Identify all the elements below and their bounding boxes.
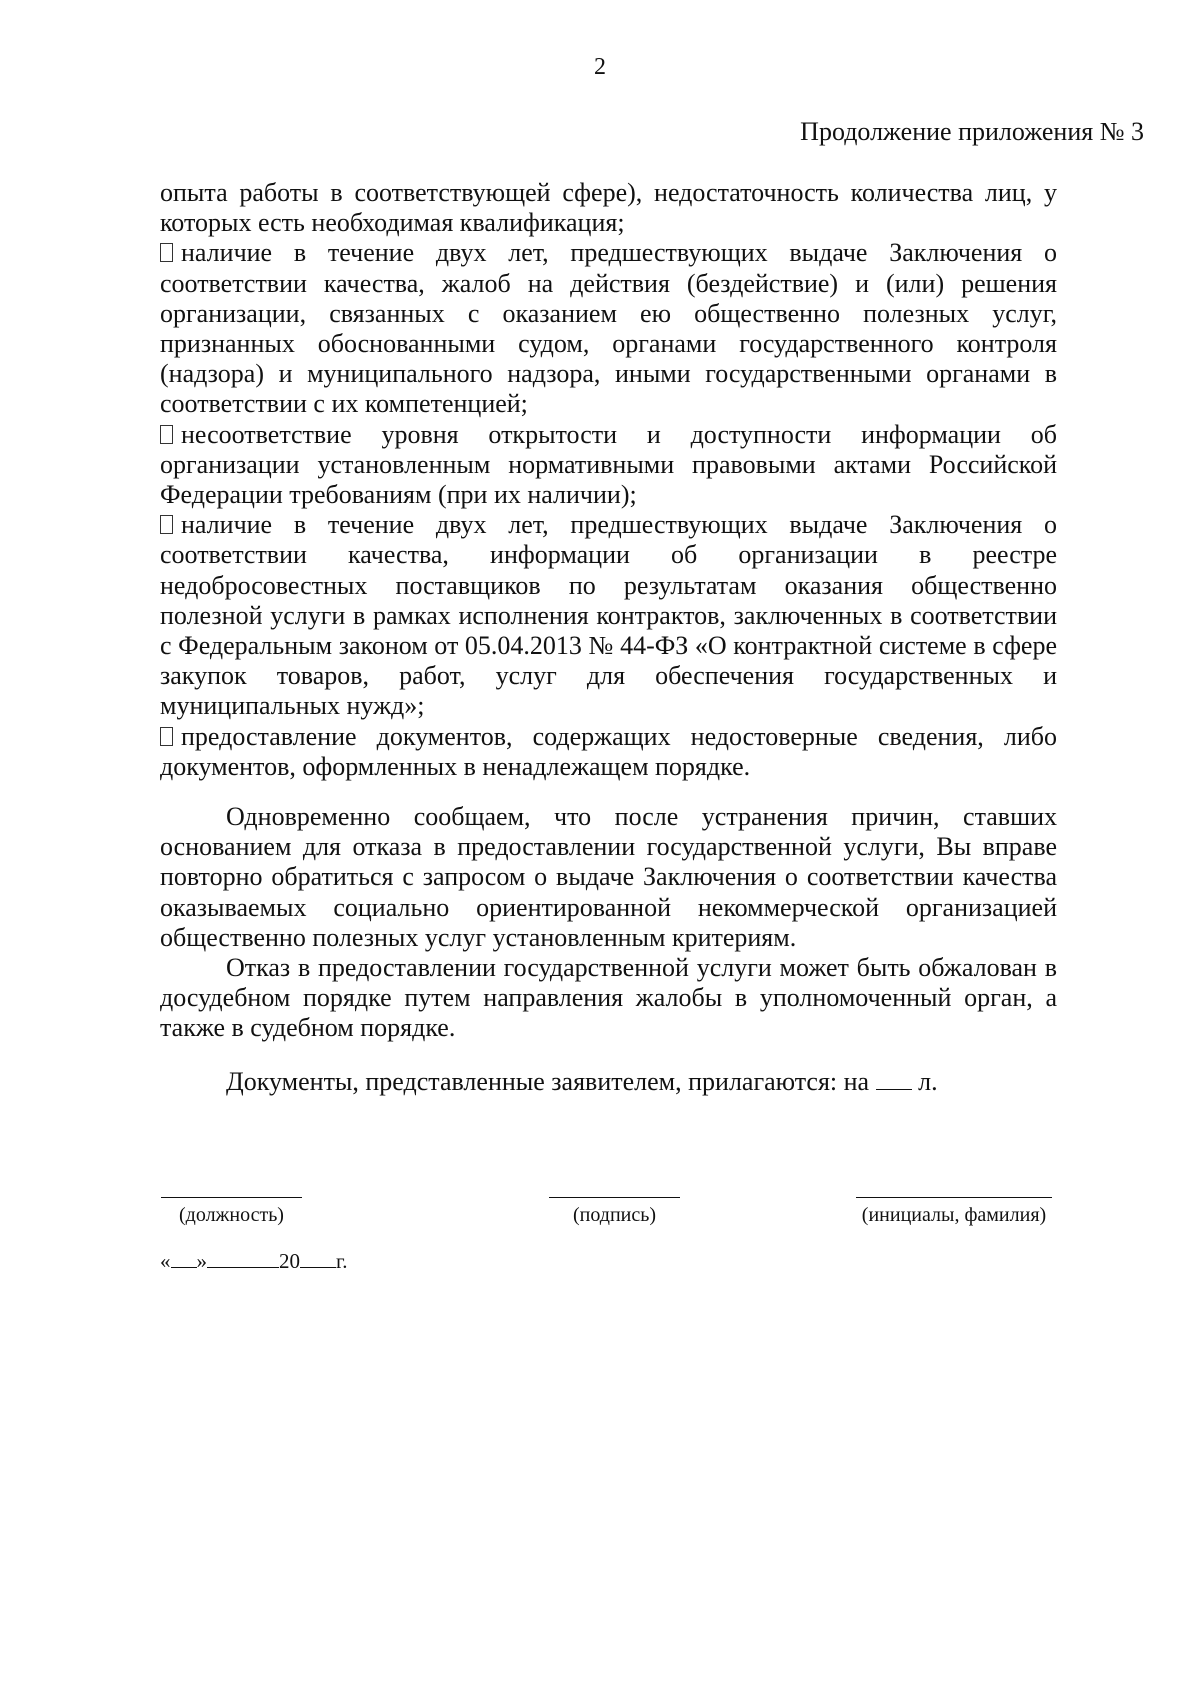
position-signature-line — [161, 1197, 302, 1198]
signature-line — [549, 1197, 680, 1198]
checkbox-bullet-icon — [160, 727, 173, 746]
bullet-text: предоставление документов, содержащих недостоверные сведения, либо документов, оформленных в ненадлежащем порядке. — [160, 721, 1057, 781]
sheet-count-blank — [876, 1069, 912, 1090]
document-body — [160, 178, 1057, 1097]
attachments-unit: л. — [918, 1066, 938, 1096]
checkbox-bullet-icon — [160, 425, 173, 444]
bullet-item-unfair-suppliers-registry — [160, 510, 1057, 721]
name-label: (инициалы, фамилия) — [861, 1204, 1047, 1226]
signature-label: (подпись) — [572, 1204, 657, 1226]
checkbox-bullet-icon — [160, 243, 173, 262]
name-signature-line — [856, 1197, 1052, 1198]
paragraph-reapply-notice: Одновременно сообщаем, что после устранения причин, ставших основанием для отказа в предоставлении государственной услуги, Вы вправе повторно обратиться с запросом о выдаче Заключения о соответствии качества оказываемых социально ориентированной некоммерческой организацией общественно полезных услуг установленным критериям. — [160, 802, 1057, 952]
bullet-item-complaints — [160, 238, 1057, 419]
date-line — [160, 1248, 348, 1274]
bullet-text: несоответствие уровня открытости и доступности информации об организации установленным нормативными правовыми актами Российской Федерации требованиям (при их наличии); — [160, 419, 1057, 510]
date-century: 20 — [279, 1249, 300, 1273]
paragraph-appeal-notice: Отказ в предоставлении государственной услуги может быть обжалован в досудебном порядке путем направления жалобы в уполномоченный орган, а также в судебном порядке. — [160, 953, 1057, 1043]
appendix-header: Продолжение приложения № 3 — [800, 117, 1144, 146]
year-blank — [300, 1250, 336, 1268]
checkbox-bullet-icon — [160, 515, 173, 534]
date-open-quote: « — [160, 1249, 171, 1273]
date-year-suffix: г. — [336, 1249, 348, 1273]
attachments-line — [160, 1067, 1057, 1097]
position-label: (должность) — [179, 1204, 284, 1226]
paragraph-continuation: опыта работы в соответствующей сфере), недостаточность количества лиц, у которых есть необходимая квалификация; — [160, 178, 1057, 238]
bullet-text: наличие в течение двух лет, предшествующих выдаче Заключения о соответствии качества, жалоб на действия (бездействие) и (или) решения организации, связанных с оказанием ею общественно полезных услуг, признанных обоснованными судом, органами государственного контроля (надзора) и муниципального надзора, иными государственными органами в соответствии с их компетенцией; — [160, 238, 1057, 419]
attachments-text: Документы, представленные заявителем, прилагаются: на — [226, 1066, 870, 1096]
bullet-item-false-documents — [160, 722, 1057, 782]
month-blank — [207, 1250, 279, 1268]
bullet-item-information-openness — [160, 420, 1057, 511]
bullet-text: наличие в течение двух лет, предшествующих выдаче Заключения о соответствии качества, информации об организации в реестре недобросовестных поставщиков по результатам оказания общественно полезной услуги в рамках исполнения контрактов, заключенных в соответствии с Федеральным законом от 05.04.2013 № 44-ФЗ «О контрактной системе в сфере закупок товаров, работ, услуг для обеспечения государственных и муниципальных нужд»; — [160, 510, 1057, 721]
day-blank — [171, 1250, 197, 1268]
date-close-quote: » — [196, 1249, 207, 1273]
page-number: 2 — [594, 54, 606, 80]
